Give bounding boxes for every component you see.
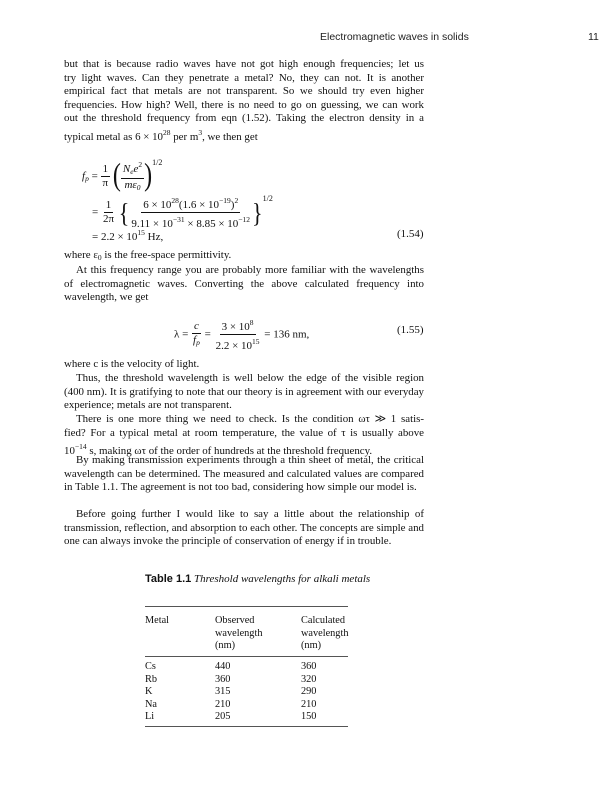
table-cell-calculated: 360: [301, 661, 317, 672]
header-line: Calculated: [301, 615, 346, 626]
superscript: −31: [172, 215, 185, 224]
equation-number-1-55: (1.55): [397, 324, 424, 336]
page-number: 11: [588, 31, 599, 43]
numerator: [141, 194, 240, 213]
text-run: N: [122, 163, 131, 176]
right-paren: ): [144, 159, 153, 194]
paragraph-2: [64, 249, 424, 265]
subscript: p: [85, 173, 89, 183]
text-run: typical metal as 6 × 10: [64, 130, 163, 143]
running-header: Electromagnetic waves in solids: [320, 31, 469, 43]
subscript: e: [130, 167, 134, 177]
left-brace: {: [118, 196, 130, 228]
text-run: f: [193, 334, 197, 346]
paragraph-5: Thus, the threshold wavelength is well below the edge of the visible region (400 nm). It is gratifying to note that our theory is in agreement with our everyday experience; metals are not transparent.: [64, 372, 424, 412]
denominator: [214, 335, 262, 353]
text-run: 3 × 10: [221, 321, 250, 333]
fraction-one-over-pi: [101, 163, 111, 190]
equals-sign: =: [92, 206, 99, 219]
text-run: 6 × 10: [143, 199, 172, 211]
equation-1-55: [174, 316, 309, 353]
paragraph-line: [64, 126, 424, 145]
table-cell-observed: 440: [215, 661, 231, 672]
table-cell-calculated: 290: [301, 686, 317, 697]
table-cell-metal: Li: [145, 711, 155, 722]
table-cell-calculated: 150: [301, 711, 317, 722]
paragraph-line: but that is because radio waves have not got high enough frequencies; let us: [64, 58, 424, 70]
table-bottom-rule: [145, 726, 348, 727]
paragraph-line: There is one more thing we need to check. Is the condition ωτ ≫ 1 satis-: [76, 413, 424, 425]
numerator: 1: [102, 162, 109, 175]
paragraph-1: [64, 58, 424, 145]
fraction-numeric: [129, 194, 252, 231]
text-run: per m: [170, 130, 199, 143]
table-cell-calculated: 320: [301, 673, 317, 685]
superscript: −19: [219, 196, 231, 205]
table-cell-metal: Rb: [145, 673, 158, 685]
equation-number-1-54: (1.54): [397, 228, 424, 240]
table-cell-metal: Na: [145, 698, 158, 710]
superscript: 28: [163, 127, 171, 137]
lambda-equals: λ =: [174, 328, 189, 341]
header-line: wavelength: [215, 627, 263, 639]
paragraph-3: At this frequency range you are probably more familiar with the wavelengths of electromagnetic waves. Converting the above calculated frequency into wavelength, we get: [64, 264, 424, 304]
numerator: c: [194, 320, 199, 332]
table-cell-metal: Cs: [145, 661, 156, 672]
fraction-one-over-two-pi: [101, 199, 116, 226]
paragraph-line: try light waves. Can they penetrate a metal? No, they can not. It is another: [64, 71, 424, 84]
fraction-numeric: [214, 316, 262, 353]
equals-sign: =: [91, 170, 98, 183]
text-run: is the free-space permittivity.: [101, 249, 232, 261]
table-header-calculated: [301, 615, 348, 653]
superscript: −12: [238, 215, 251, 224]
table-header-rule: [145, 656, 348, 657]
table-title: Threshold wavelengths for alkali metals: [194, 573, 371, 585]
denominator: 2π: [102, 213, 115, 225]
numerator: [121, 158, 144, 179]
text-run: 2.2 × 10: [215, 340, 253, 352]
paragraph-line: fied? For a typical metal at room temperature, the value of τ is usually above: [64, 426, 424, 439]
text-run: mε: [124, 179, 137, 192]
text-run: (1.6 × 10: [178, 199, 220, 211]
table-cell-observed: 210: [215, 698, 231, 710]
text-run: Hz,: [144, 231, 164, 243]
header-line: wavelength: [301, 627, 349, 639]
paragraph-line: frequencies. How high? Well, there is no need to go on guessing, we can work: [64, 98, 424, 111]
denominator: π: [102, 176, 109, 189]
table-cell-observed: 360: [215, 673, 231, 685]
equation-1-54-line-1: [82, 158, 162, 194]
superscript: 28: [171, 196, 179, 205]
table-cell-observed: 315: [215, 686, 231, 697]
text-run: ): [230, 199, 235, 211]
text-run: 10: [64, 445, 75, 458]
table-header-observed: [215, 615, 262, 653]
paragraph-6: [64, 413, 424, 459]
table-label: Table 1.1: [145, 573, 192, 585]
table-caption: [145, 572, 377, 587]
paragraph-7: By making transmission experiments through a thin sheet of metal, the critical wavelength can be determined. The measured and calculated values are compared in Table 1.1. The agreement is not too bad, considering how simple our model is.: [64, 454, 424, 494]
exponent-half: 1/2: [152, 158, 163, 167]
superscript: 2: [138, 160, 143, 170]
table-top-rule: [145, 606, 348, 607]
denominator: [122, 179, 142, 194]
text-run: = 2.2 × 10: [92, 231, 138, 243]
superscript: −14: [74, 442, 87, 452]
equation-1-54-line-2: [92, 194, 273, 231]
subscript: 0: [136, 183, 141, 193]
result: = 136 nm,: [264, 328, 310, 341]
paragraph-line: out the threshold frequency from eqn (1.52). Taking the electron density in a: [64, 112, 424, 125]
text-run: , we then get: [202, 130, 258, 143]
text-run: where ε: [64, 249, 98, 261]
paragraph-line: empirical fact that metals are not transparent. So we should try even higher: [64, 85, 424, 98]
superscript: 8: [249, 318, 254, 327]
table-header-metal: Metal: [145, 615, 170, 626]
fraction-ne-e2-over-m-eps0: [121, 158, 144, 194]
numerator: 1: [105, 199, 112, 211]
header-line: (nm): [301, 640, 322, 651]
superscript: 2: [234, 196, 239, 205]
paragraph-8: Before going further I would like to say a little about the relationship of transmission, reflection, and absorption to each other. The concepts are simple and one can always invoke the principle of conservation of energy if in trouble.: [64, 508, 424, 548]
exponent-half: 1/2: [262, 194, 273, 204]
paragraph-4: where c is the velocity of light.: [64, 358, 200, 370]
subscript: p: [196, 338, 200, 347]
header-line: Observed: [215, 615, 255, 626]
text-run: × 8.85 × 10: [184, 218, 239, 230]
table-cell-observed: 205: [215, 711, 231, 722]
denominator: [191, 334, 202, 349]
text-run: s, making ωτ of the order of hundreds at the threshold frequency.: [86, 445, 373, 458]
subscript: 0: [97, 253, 102, 262]
header-line: (nm): [215, 640, 236, 651]
text-run: e: [133, 163, 139, 176]
right-brace: }: [252, 196, 263, 228]
table-cell-metal: K: [145, 686, 153, 697]
equals-sign: =: [204, 328, 211, 341]
superscript: 15: [252, 337, 260, 346]
equation-1-54-line-3: [92, 228, 163, 243]
superscript: 3: [198, 127, 203, 137]
table-cell-calculated: 210: [301, 698, 317, 710]
fraction-c-over-fp: [191, 320, 202, 349]
numerator: [220, 316, 256, 335]
left-paren: (: [112, 159, 121, 194]
text-run: 9.11 × 10: [131, 218, 173, 230]
superscript: 15: [137, 228, 145, 237]
fp-symbol: f: [82, 169, 86, 182]
